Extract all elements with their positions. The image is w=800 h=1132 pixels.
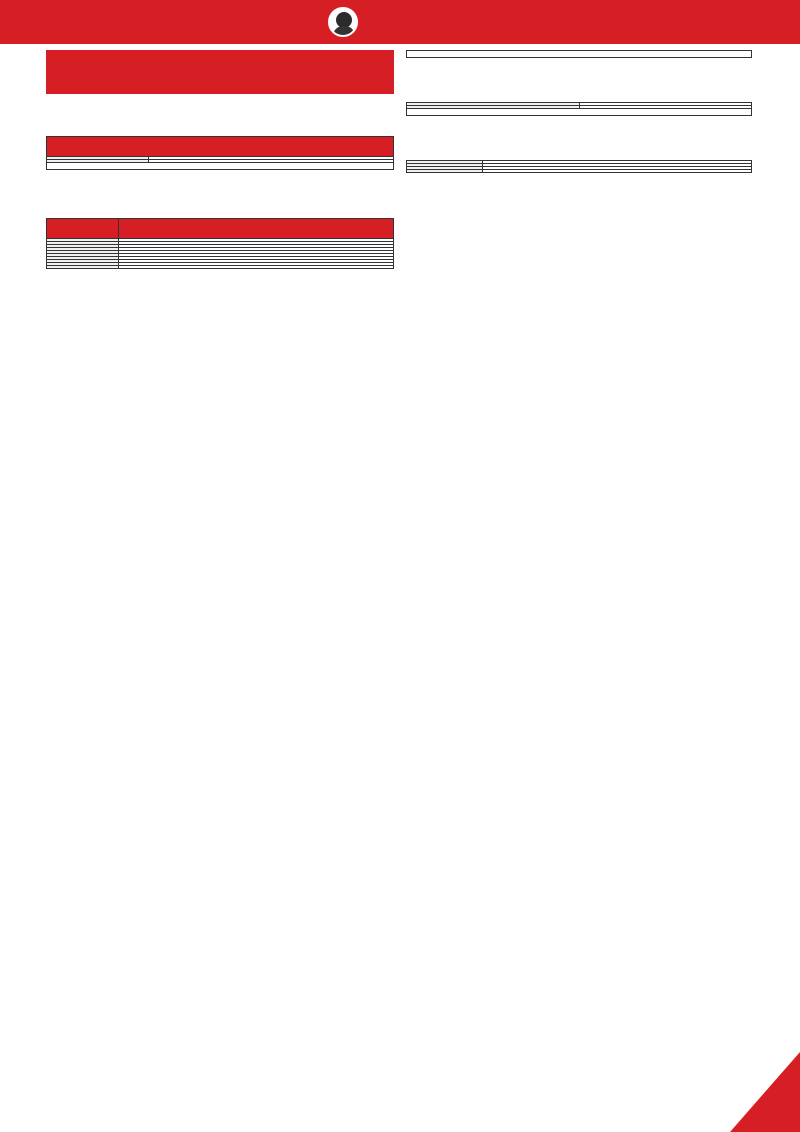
s4-content-label (406, 144, 752, 160)
society-table-title (47, 137, 394, 157)
educator-row (47, 266, 394, 269)
brand (328, 8, 366, 36)
s3-type (406, 70, 752, 86)
left-column (46, 50, 394, 269)
s1-example (46, 163, 394, 170)
goal-key (407, 170, 483, 173)
r-example (406, 50, 752, 58)
goal-val (483, 170, 752, 173)
col-thought (119, 219, 394, 239)
right-column (406, 50, 752, 173)
s1-content-label (46, 120, 394, 136)
corner-decoration (730, 1052, 800, 1132)
avatar (328, 7, 358, 37)
society-table (46, 136, 394, 163)
col-educator (47, 219, 119, 239)
goal-table (406, 160, 752, 173)
educators-table (46, 218, 394, 269)
s3-content-label (406, 86, 752, 102)
s2-content-label (46, 202, 394, 218)
educator-thought (119, 266, 394, 269)
header-bar (0, 0, 800, 44)
s2-type (46, 186, 394, 202)
s4-type (406, 128, 752, 144)
s1-type (46, 104, 394, 120)
course-org-table (406, 102, 752, 109)
page-title (46, 50, 394, 94)
educator-name (47, 266, 119, 269)
s3-example (406, 109, 752, 116)
